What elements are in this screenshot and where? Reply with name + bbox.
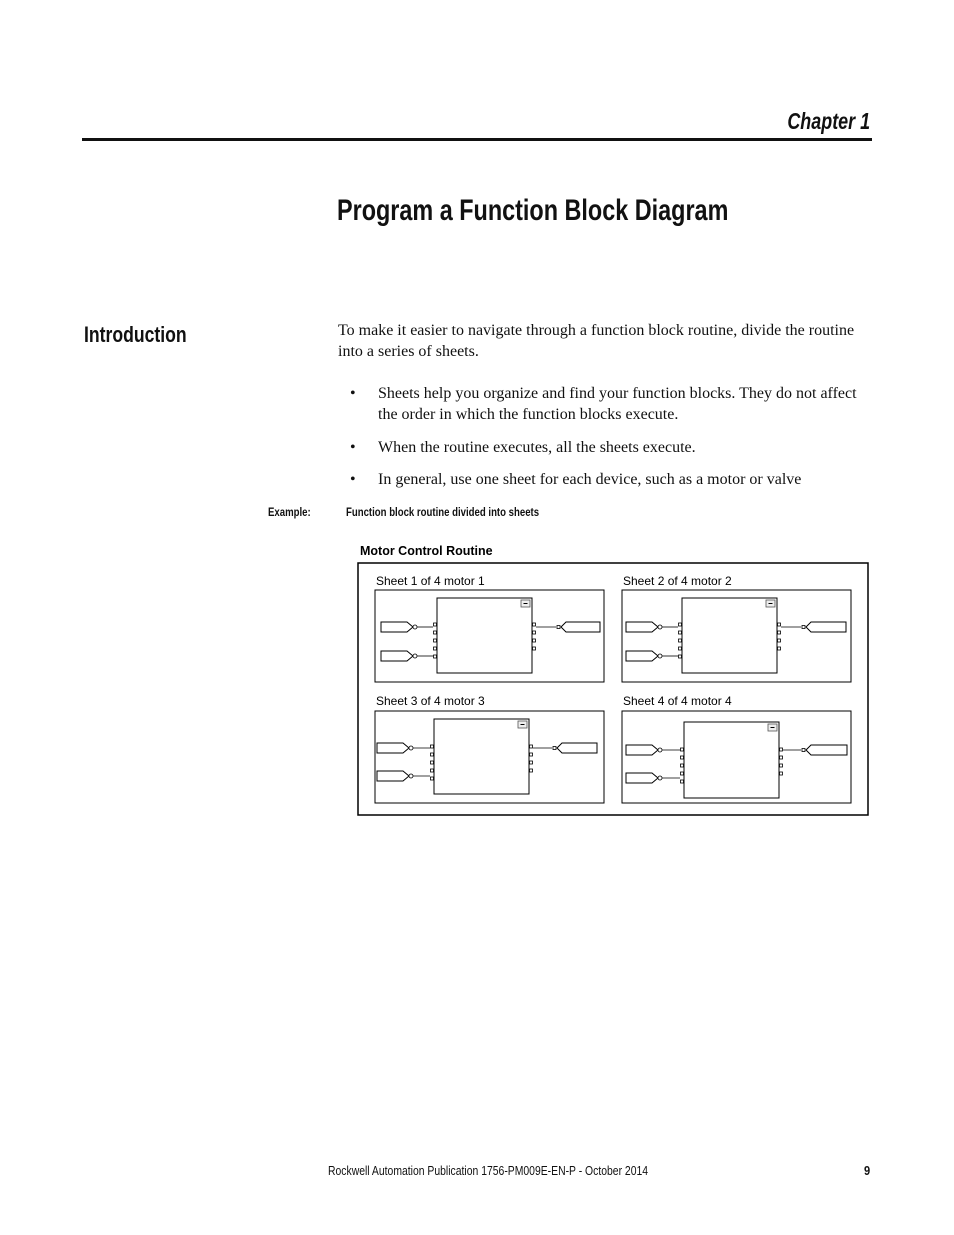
bullet-icon: • bbox=[350, 439, 356, 456]
chapter-label: Chapter 1 bbox=[787, 108, 870, 134]
function-block bbox=[434, 719, 529, 794]
bullet-item bbox=[350, 383, 868, 425]
function-block bbox=[684, 722, 779, 798]
minus-icon bbox=[768, 724, 777, 731]
function-block-figure bbox=[355, 538, 875, 823]
bullet-text: When the routine executes, all the sheets execute. bbox=[378, 439, 696, 456]
intro-paragraph: To make it easier to navigate through a function block routine, divide the routine into a series of sheets. bbox=[338, 322, 855, 360]
sheet-3-label: Sheet 3 of 4 motor 3 bbox=[376, 694, 485, 708]
section-heading: Introduction bbox=[84, 322, 187, 347]
minus-icon bbox=[766, 600, 775, 607]
page-title: Program a Function Block Diagram bbox=[337, 194, 729, 227]
footer-publication: Rockwell Automation Publication 1756-PM009E-EN-P - October 2014 bbox=[328, 1163, 649, 1178]
example-label: Example: bbox=[268, 505, 311, 519]
bullet-icon: • bbox=[350, 385, 356, 402]
sheet-1-label: Sheet 1 of 4 motor 1 bbox=[376, 574, 485, 588]
page-number: 9 bbox=[864, 1163, 871, 1178]
bullet-item bbox=[350, 437, 868, 458]
sheet-1 bbox=[375, 574, 604, 682]
figure-title: Motor Control Routine bbox=[360, 544, 493, 558]
bullet-icon: • bbox=[350, 471, 356, 488]
bullet-text: In general, use one sheet for each device, such as a motor or valve bbox=[378, 471, 802, 488]
bullet-item bbox=[350, 469, 868, 490]
function-block bbox=[682, 598, 777, 673]
sheet-2 bbox=[622, 574, 851, 682]
bullet-text: Sheets help you organize and find your function blocks. They do not affect the order in which the function blocks execute. bbox=[378, 385, 857, 423]
minus-icon bbox=[521, 600, 530, 607]
function-block-diagram bbox=[355, 538, 875, 823]
minus-icon bbox=[518, 721, 527, 728]
sheet-2-label: Sheet 2 of 4 motor 2 bbox=[623, 574, 732, 588]
function-block bbox=[437, 598, 532, 673]
sheet-4-label: Sheet 4 of 4 motor 4 bbox=[623, 694, 732, 708]
chapter-rule bbox=[82, 138, 872, 141]
example-caption: Function block routine divided into sheets bbox=[346, 505, 540, 519]
